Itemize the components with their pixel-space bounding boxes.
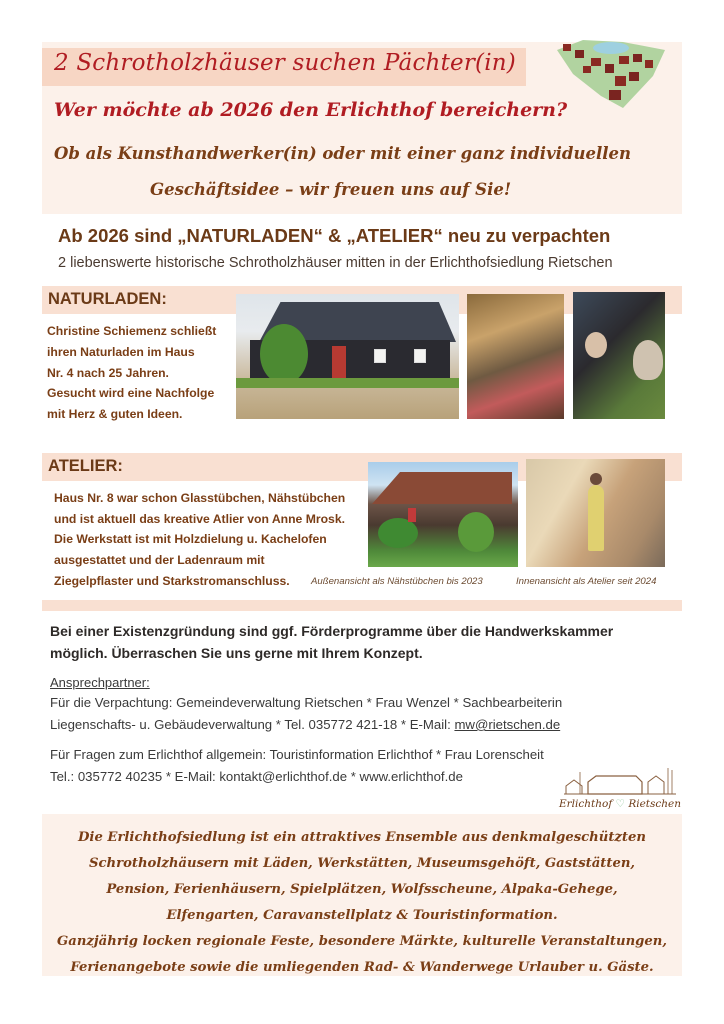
naturladen-title: NATURLADEN: [48,290,167,308]
naturladen-description [47,321,232,425]
heart-icon: ♡ [615,798,625,810]
text-line: Ganzjährig locken regionale Feste, besondere Märkte, kulturelle Veranstaltungen, [57,934,667,949]
text-line: ihren Naturladen im Haus [47,344,195,359]
email-link-rietschen[interactable]: mw@rietschen.de [454,717,561,732]
text-line: Bei einer Existenzgründung sind ggf. Förderprogramme über die Handwerkskammer [50,623,614,639]
logo-left-text: Erlichthof [558,798,613,810]
atelier-interior-caption: Innenansicht als Atelier seit 2024 [516,576,657,587]
footer-description [42,825,682,981]
logo-text [556,798,684,810]
text-line: Die Werkstatt ist mit Holzdielung u. Kachelofen [54,532,327,547]
text-line: ausgestattet und der Ladenraum mit [54,553,265,568]
text-line: Elfengarten, Caravanstellplatz & Touristinformation. [166,908,558,923]
text-line: mit Herz & guten Ideen. [47,407,183,422]
village-sketch-icon [556,766,684,798]
text-line: möglich. Überraschen Sie uns gerne mit Ihrem Konzept. [50,645,423,661]
intro-line-1: Ob als Kunsthandwerker(in) oder mit einer ganz individuellen [54,144,631,163]
text-line: Gesucht wird eine Nachfolge [47,386,215,401]
contact-tourist-line-2: Tel.: 035772 40235 * E-Mail: kontakt@erlichthof.de * www.erlichthof.de [50,769,463,784]
text-line: Christine Schiemenz schließt [47,324,217,338]
text-line: und ist aktuell das kreative Atlier von Anne Mrosk. [54,511,345,526]
village-map-image [553,36,673,112]
naturladen-owner-photo [573,292,665,419]
atelier-exterior-caption: Außenansicht als Nähstübchen bis 2023 [311,576,483,587]
text-line: Die Erlichthofsiedlung ist ein attraktives Ensemble aus denkmalgeschützten [78,830,646,845]
naturladen-interior-photo [467,294,564,419]
funding-note [50,620,670,664]
contact-heading: Ansprechpartner: [50,675,150,690]
text-line: Ferienangebote sowie die umliegenden Rad- & Wanderwege Urlauber u. Gäste. [70,960,654,975]
atelier-title: ATELIER: [48,457,123,475]
atelier-interior-photo [526,459,665,567]
text-line: Nr. 4 nach 25 Jahren. [47,365,169,380]
section-heading: Ab 2026 sind „NATURLADEN“ & „ATELIER“ neu zu verpachten [58,225,611,246]
separator-band [42,600,682,611]
section-subheading: 2 liebenswerte historische Schrotholzhäuser mitten in der Erlichthofsiedlung Rietschen [58,255,613,271]
text-line: Ziegelpflaster und Starkstromanschluss. [54,573,290,588]
contact-tourist-line-1: Für Fragen zum Erlichthof allgemein: Touristinformation Erlichthof * Frau Lorenscheit [50,747,544,762]
page-title: 2 Schrotholzhäuser suchen Pächter(in) [54,50,516,76]
contact-lease-details: Liegenschafts- u. Gebäudeverwaltung * Tel. 035772 421-18 * E-Mail: [50,717,455,732]
text-line: Schrotholzhäusern mit Läden, Werkstätten, Museumsgehöft, Gaststätten, [88,856,636,871]
text-line: Haus Nr. 8 war schon Glasstübchen, Nähstübchen [54,491,346,505]
erlichthof-logo [556,766,684,816]
naturladen-house-photo [236,294,459,419]
intro-line-2: Geschäftsidee – wir freuen uns auf Sie! [150,180,512,199]
logo-right-text: Rietschen [628,798,682,810]
contact-lease-line-1: Für die Verpachtung: Gemeindeverwaltung Rietschen * Frau Wenzel * Sachbearbeiterin [50,695,563,710]
contact-lease-line-2 [50,717,560,732]
text-line: Pension, Ferienhäusern, Spielplätzen, Wolfsscheune, Alpaka-Gehege, [106,882,618,897]
atelier-exterior-photo [368,462,518,567]
page-subtitle: Wer möchte ab 2026 den Erlichthof bereichern? [54,99,568,121]
